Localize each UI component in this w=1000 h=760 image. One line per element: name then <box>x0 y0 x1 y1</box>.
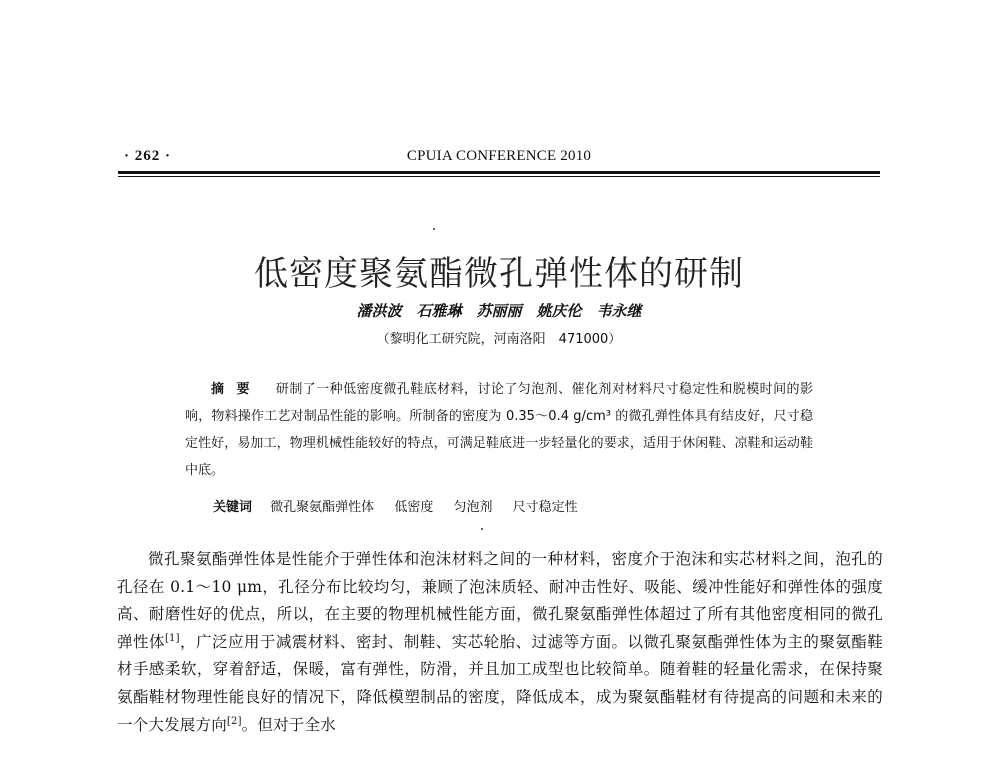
keywords <box>213 496 833 515</box>
scan-speck <box>481 528 483 530</box>
keyword-item: 低密度 <box>394 500 434 515</box>
abstract <box>185 376 813 484</box>
keyword-item: 匀泡剂 <box>453 500 493 515</box>
page-number: · 262 · <box>124 148 172 164</box>
body-text-part: ，广泛应用于减震材料、密封、制鞋、实芯轮胎、过滤等方面。以微孔聚氨酯弹性体为主的聚氨酯鞋材手感柔软，穿着舒适，保暖，富有弹性，防滑，并且加工成型也比较简单。随着鞋的轻量化需求，在保持聚氨酯鞋材物理性能良好的情况下，降低模塑制品的密度，降低成本，成为聚氨酯鞋材有待提高的问题和未来的一个大发展方向 <box>117 632 883 734</box>
citation-ref: [1] <box>164 632 180 644</box>
body-paragraph <box>117 546 883 739</box>
conference-name: CPUIA CONFERENCE 2010 <box>406 148 592 164</box>
citation-ref: [2] <box>226 715 242 727</box>
paper-affiliation: （黎明化工研究院，河南洛阳 471000） <box>376 332 622 347</box>
keyword-item: 微孔聚氨酯弹性体 <box>270 500 375 515</box>
abstract-text: 研制了一种低密度微孔鞋底材料，讨论了匀泡剂、催化剂对材料尺寸稳定性和脱模时间的影响，物料操作工艺对制品性能的影响。所制备的密度为 0.35～0.4 g/cm³ 的微孔弹性体具有结皮好，尺寸稳定性好，易加工，物理机械性能较好的特点，可满足鞋底进一步轻量化的要求，适用于休闲鞋、凉鞋和运动鞋中底。 <box>185 382 813 478</box>
header-rule-thick <box>118 171 880 174</box>
paper-title: 低密度聚氨酯微孔弹性体的研制 <box>254 254 744 294</box>
keywords-label: 关键词 <box>213 500 253 515</box>
running-head <box>118 148 880 168</box>
header-rule-thin <box>118 176 880 177</box>
scan-speck <box>433 228 435 230</box>
body-text-part: 。但对于全水 <box>241 715 336 734</box>
paper-authors: 潘洪波 石雅琳 苏丽丽 姚庆伦 韦永继 <box>356 302 642 320</box>
keyword-item: 尺寸稳定性 <box>512 500 578 515</box>
body-text-part: 微孔聚氨酯弹性体是性能介于弹性体和泡沫材料之间的一种材料，密度介于泡沫和实芯材料之间，泡孔的孔径在 0.1～10 μm，孔径分布比较均匀，兼顾了泡沫质轻、耐冲击性好、吸能、缓冲性能好和弹性体的强度高、耐磨性好的优点，所以，在主要的物理机械性能方面，微孔聚氨酯弹性体超过了所有其他密度相同的微孔弹性体 <box>117 550 883 651</box>
abstract-label: 摘要 <box>211 382 262 397</box>
